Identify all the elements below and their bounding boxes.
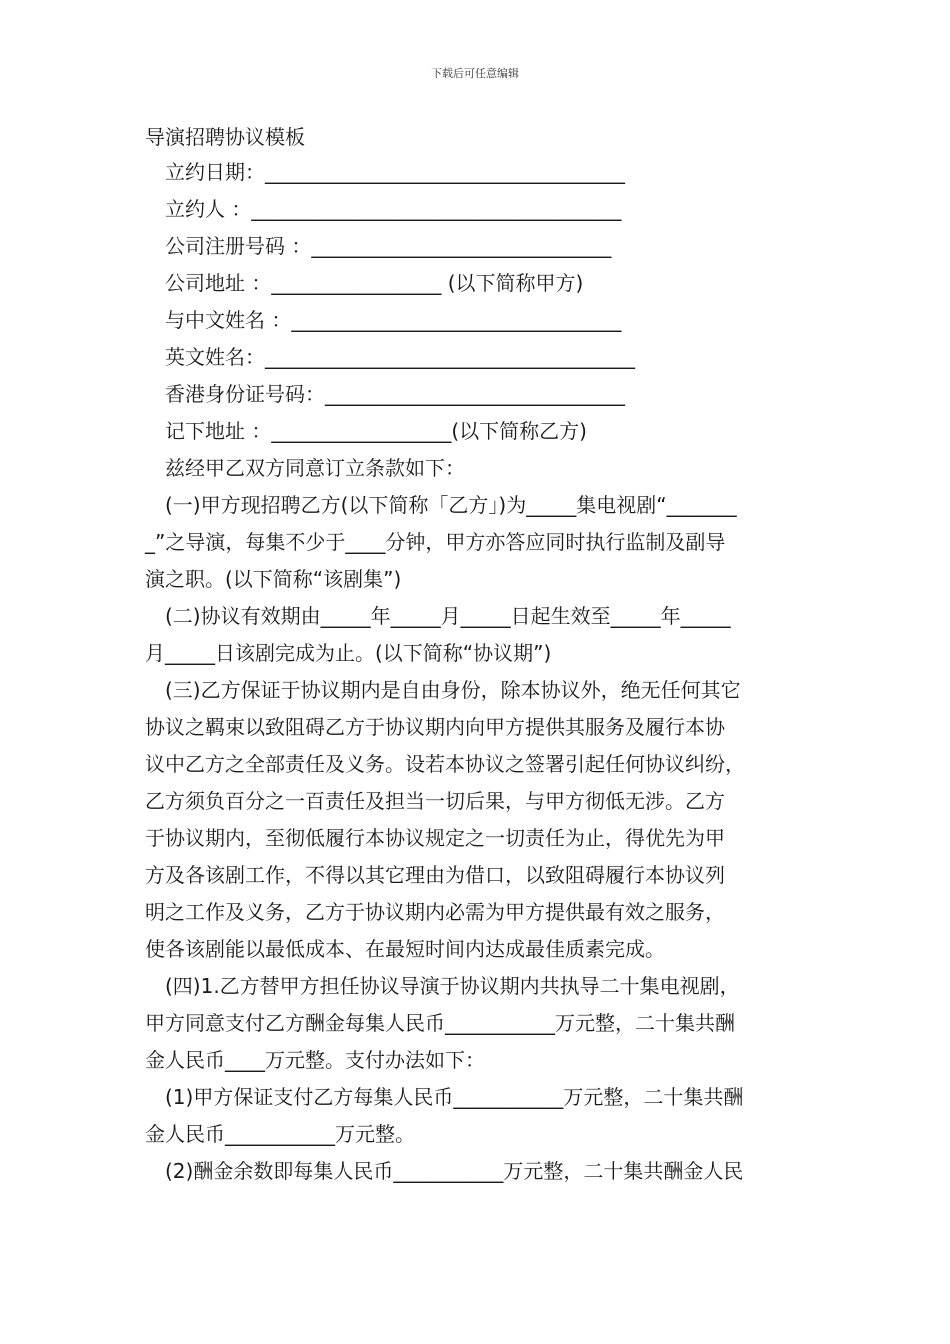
field-hk-id-number: 香港身份证号码：______________________________ xyxy=(165,382,625,406)
clause-4-sub-2 xyxy=(145,1153,810,1190)
document-body xyxy=(145,120,810,1190)
party-info-fields xyxy=(145,154,810,450)
clause-4-sub-1 xyxy=(145,1079,810,1153)
page-header-note: 下载后可任意编辑 xyxy=(431,67,519,80)
clause-line: 甲方同意支付乙方酬金每集人民币___________万元整，二十集共酬 xyxy=(145,1011,735,1035)
clause-line: 金人民币___________万元整。 xyxy=(145,1122,415,1146)
clause-line: (2)酬金余数即每集人民币___________万元整，二十集共酬金人民 xyxy=(165,1159,744,1183)
field-party-b-address: 记下地址 ：__________________(以下简称乙方) xyxy=(165,419,587,443)
clause-line: 使各该剧能以最低成本、在最短时间内达成最佳质素完成。 xyxy=(145,937,665,961)
clause-3 xyxy=(145,672,810,968)
clause-line: (一)甲方现招聘乙方(以下简称「乙方」)为_____集电视剧“_______ xyxy=(165,493,737,517)
clause-line: 月_____日该剧完成为止。(以下简称“协议期”) xyxy=(145,641,552,665)
clause-line: 方及各该剧工作，不得以其它理由为借口，以致阻碍履行本协议列 xyxy=(145,863,725,887)
clause-line: 协议之羁束以致阻碍乙方于协议期内向甲方提供其服务及履行本协 xyxy=(145,715,725,739)
field-company-registration-number: 公司注册号码 ：______________________________ xyxy=(165,234,612,258)
clause-1 xyxy=(145,487,810,598)
clause-line: 议中乙方之全部责任及义务。设若本协议之签署引起任何协议纠纷， xyxy=(145,752,745,776)
field-contracting-party: 立约人 ：_____________________________________ xyxy=(165,197,622,221)
clause-line: 于协议期内，至彻低履行本协议规定之一切责任为止，得优先为甲 xyxy=(145,826,725,850)
clause-line: 明之工作及义务，乙方于协议期内必需为甲方提供最有效之服务， xyxy=(145,900,725,924)
field-company-address: 公司地址 ：_________________ (以下简称甲方) xyxy=(165,271,584,295)
clause-2 xyxy=(145,598,810,672)
clause-line: _”之导演，每集不少于____分钟，甲方亦答应同时执行监制及副导 xyxy=(145,530,726,554)
clause-line: (四)1.乙方替甲方担任协议导演于协议期内共执导二十集电视剧， xyxy=(165,974,740,998)
clause-line: (三)乙方保证于协议期内是自由身份，除本协议外，绝无任何其它 xyxy=(165,678,741,702)
clause-line: (1)甲方保证支付乙方每集人民币___________万元整，二十集共酬 xyxy=(165,1085,744,1109)
clause-line: 演之职。(以下简称“该剧集”) xyxy=(145,567,402,591)
clause-4 xyxy=(145,968,810,1079)
field-contract-date: 立约日期：____________________________________ xyxy=(165,160,625,184)
clause-line: (二)协议有效期由_____年_____月_____日起生效至_____年_____ xyxy=(165,604,731,628)
terms-intro: 兹经甲乙双方同意订立条款如下： xyxy=(165,456,465,480)
field-english-name: 英文姓名：_____________________________________ xyxy=(165,345,635,369)
clause-line: 金人民币____万元整。支付办法如下： xyxy=(145,1048,485,1072)
document-title: 导演招聘协议模板 xyxy=(145,125,305,149)
field-chinese-name: 与中文姓名 ：_________________________________ xyxy=(165,308,622,332)
clause-line: 乙方须负百分之一百责任及担当一切后果，与甲方彻低无涉。乙方 xyxy=(145,789,725,813)
